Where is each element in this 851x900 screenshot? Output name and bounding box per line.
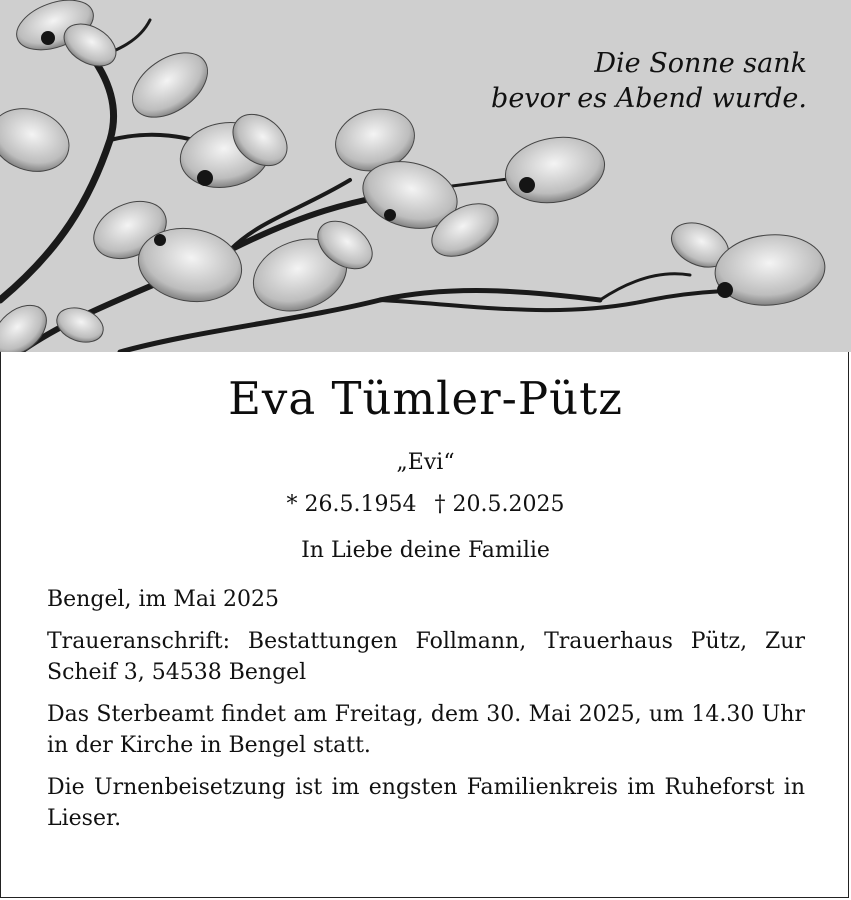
death-date: † 20.5.2025	[434, 492, 565, 517]
deceased-name: Eva Tümler-Pütz	[228, 372, 623, 425]
mourning-address: Traueranschrift: Bestattungen Follmann, Trauerhaus Pütz, Zur Scheif 3, 54538 Bengel	[47, 629, 805, 685]
place-date: Bengel, im Mai 2025	[47, 587, 280, 612]
banner-quote	[491, 46, 807, 116]
notice-body	[47, 584, 805, 845]
nickname: „Evi“	[396, 450, 455, 475]
quote-line-2: bevor es Abend wurde.	[491, 83, 807, 114]
quote-line-1: Die Sonne sank	[594, 48, 807, 79]
life-dates	[0, 492, 851, 517]
banner-image	[0, 0, 851, 352]
service-info: Das Sterbeamt findet am Freitag, dem 30. Mai 2025, um 14.30 Uhr in der Kirche in Bengel statt.	[47, 702, 805, 758]
birth-date: * 26.5.1954	[286, 492, 417, 517]
burial-info: Die Urnenbeisetzung ist im engsten Familienkreis im Ruheforst in Lieser.	[47, 775, 805, 831]
family-signature: In Liebe deine Familie	[301, 538, 550, 563]
